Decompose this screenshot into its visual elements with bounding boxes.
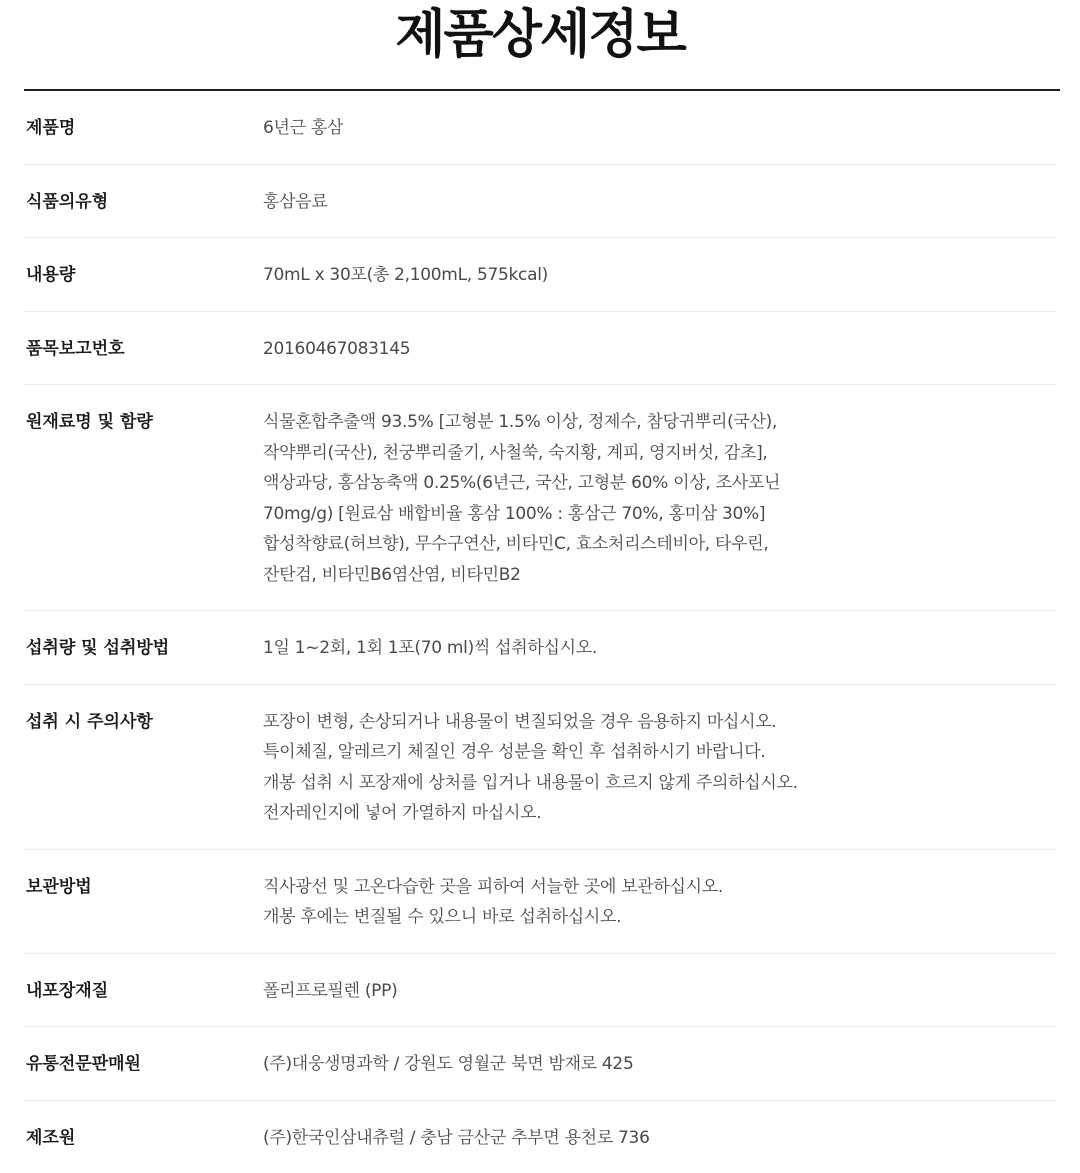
spec-row [24,850,1057,954]
spec-label: 품목보고번호 [24,334,263,365]
spec-row [24,611,1057,685]
spec-label: 유통전문판매원 [24,1049,263,1080]
product-spec-table [24,91,1057,1173]
spec-value [263,1049,1057,1080]
spec-value-line: 액상과당, 홍삼농축액 0.25%(6년근, 국산, 고형분 60% 이상, 조사포닌 [263,468,1057,499]
spec-label: 내용량 [24,260,263,291]
spec-row [24,385,1057,611]
spec-value-line: 6년근 홍삼 [263,113,1057,144]
spec-value-line: 1일 1~2회, 1회 1포(70 ml)씩 섭취하십시오. [263,633,1057,664]
spec-value-line: 70mL x 30포(총 2,100mL, 575kcal) [263,260,1057,291]
spec-value-line: 포장이 변형, 손상되거나 내용물이 변질되었을 경우 음용하지 마십시오. [263,707,1057,738]
spec-label: 보관방법 [24,872,263,933]
spec-value-line: 잔탄검, 비타민B6염산염, 비타민B2 [263,560,1057,591]
spec-value-line: 합성착향료(허브향), 무수구연산, 비타민C, 효소처리스테비아, 타우린, [263,529,1057,560]
spec-value [263,707,1057,829]
spec-value [263,187,1057,218]
spec-label: 식품의유형 [24,187,263,218]
spec-label: 내포장재질 [24,976,263,1007]
spec-value-line: (주)한국인삼내츄럴 / 충남 금산군 추부면 용천로 736 [263,1123,1057,1154]
spec-value [263,633,1057,664]
spec-value [263,260,1057,291]
spec-value-line: (주)대웅생명과학 / 강원도 영월군 북면 밤재로 425 [263,1049,1057,1080]
spec-value-line: 개봉 후에는 변질될 수 있으니 바로 섭취하십시오. [263,902,1057,933]
spec-value-line: 특이체질, 알레르기 체질인 경우 성분을 확인 후 섭취하시기 바랍니다. [263,737,1057,768]
spec-value-line: 전자레인지에 넣어 가열하지 마십시오. [263,798,1057,829]
spec-row [24,1101,1057,1173]
page-title: 제품상세정보 [0,0,1080,70]
spec-value [263,334,1057,365]
spec-value [263,872,1057,933]
spec-row [24,238,1057,312]
spec-row [24,91,1057,165]
spec-value-line: 작약뿌리(국산), 천궁뿌리줄기, 사철쑥, 숙지황, 계피, 영지버섯, 감초], [263,438,1057,469]
spec-label: 제조원 [24,1123,263,1154]
spec-row [24,312,1057,386]
spec-value-line: 홍삼음료 [263,187,1057,218]
spec-value [263,976,1057,1007]
spec-value-line: 식물혼합추출액 93.5% [고형분 1.5% 이상, 정제수, 참당귀뿌리(국산), [263,407,1057,438]
spec-value [263,113,1057,144]
spec-label: 섭취량 및 섭취방법 [24,633,263,664]
spec-row [24,1027,1057,1101]
spec-row [24,685,1057,850]
spec-value-line: 20160467083145 [263,334,1057,365]
spec-label: 제품명 [24,113,263,144]
spec-value [263,1123,1057,1154]
spec-value [263,407,1057,590]
spec-label: 원재료명 및 함량 [24,407,263,590]
spec-value-line: 폴리프로필렌 (PP) [263,976,1057,1007]
spec-value-line: 직사광선 및 고온다습한 곳을 피하여 서늘한 곳에 보관하십시오. [263,872,1057,903]
spec-label: 섭취 시 주의사항 [24,707,263,829]
spec-row [24,165,1057,239]
spec-row [24,954,1057,1028]
spec-value-line: 70mg/g) [원료삼 배합비율 홍삼 100% : 홍삼근 70%, 홍미삼 30%] [263,499,1057,530]
spec-value-line: 개봉 섭취 시 포장재에 상처를 입거나 내용물이 흐르지 않게 주의하십시오. [263,768,1057,799]
